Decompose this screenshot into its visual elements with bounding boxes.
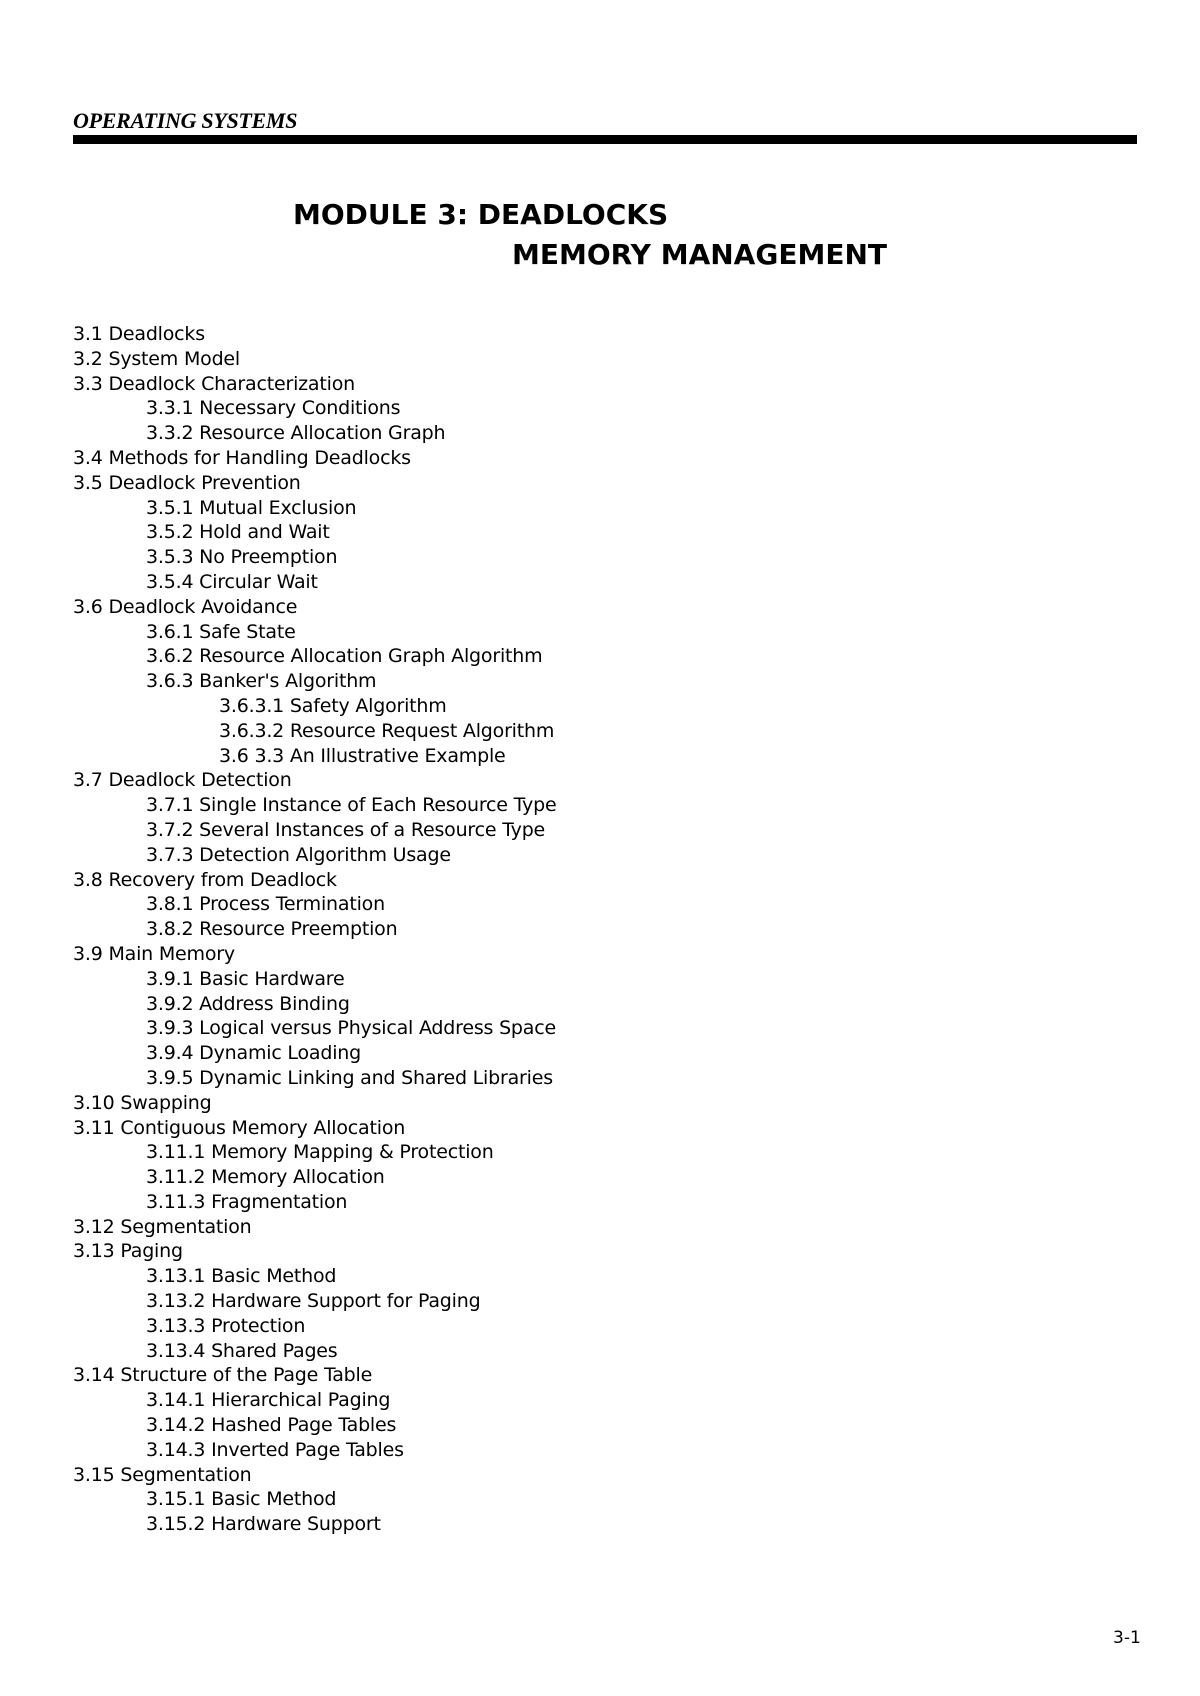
toc-entry: 3.7.3 Detection Algorithm Usage [146, 843, 451, 866]
module-title-line2: MEMORY MANAGEMENT [512, 238, 887, 271]
toc-entry: 3.14 Structure of the Page Table [73, 1364, 373, 1387]
toc-entry: 3.3.1 Necessary Conditions [146, 397, 401, 420]
toc-entry: 3.7.1 Single Instance of Each Resource Type [146, 794, 557, 817]
toc-entry: 3.1 Deadlocks [73, 323, 205, 345]
toc-entry: 3.5.3 No Preemption [146, 546, 338, 569]
header-title: OPERATING SYSTEMS [73, 108, 298, 133]
toc-entry: 3.4 Methods for Handling Deadlocks [73, 446, 411, 469]
toc-entry: 3.3.2 Resource Allocation Graph [146, 422, 446, 445]
toc-entry: 3.6.3 Banker's Algorithm [146, 670, 377, 693]
toc-entry: 3.11.3 Fragmentation [146, 1190, 348, 1213]
toc-entry: 3.15.1 Basic Method [146, 1488, 337, 1511]
toc-entry: 3.5.2 Hold and Wait [146, 521, 330, 544]
toc-entry: 3.5.1 Mutual Exclusion [146, 496, 357, 519]
toc-entry: 3.2 System Model [73, 347, 240, 370]
toc-entry: 3.15 Segmentation [73, 1463, 252, 1486]
toc-entry: 3.7.2 Several Instances of a Resource Type [146, 818, 546, 841]
toc-entry: 3.15.2 Hardware Support [146, 1513, 381, 1536]
toc-entry: 3.13.1 Basic Method [146, 1265, 337, 1288]
toc-entry: 3.6.1 Safe State [146, 620, 296, 643]
toc-entry: 3.9.1 Basic Hardware [146, 967, 345, 990]
toc-entry: 3.9 Main Memory [73, 942, 235, 965]
toc-entry: 3.6.3.2 Resource Request Algorithm [219, 719, 555, 742]
header-rule [73, 135, 1137, 144]
toc-entry: 3.7 Deadlock Detection [73, 769, 292, 792]
toc-entry: 3.12 Segmentation [73, 1215, 252, 1238]
toc-entry: 3.13.2 Hardware Support for Paging [146, 1290, 481, 1313]
toc-entry: 3.8.1 Process Termination [146, 893, 385, 916]
toc-entry: 3.6.2 Resource Allocation Graph Algorithm [146, 645, 543, 668]
toc-entry: 3.8 Recovery from Deadlock [73, 868, 337, 891]
toc-entry: 3.6 Deadlock Avoidance [73, 595, 298, 618]
toc-entry: 3.6 3.3 An Illustrative Example [219, 744, 506, 767]
toc-entry: 3.8.2 Resource Preemption [146, 918, 398, 941]
table-of-contents [73, 322, 1133, 1537]
toc-entry: 3.9.4 Dynamic Loading [146, 1042, 361, 1065]
toc-entry: 3.9.3 Logical versus Physical Address Space [146, 1017, 556, 1040]
toc-entry: 3.6.3.1 Safety Algorithm [219, 694, 447, 717]
page-number: 3-1 [1113, 1628, 1141, 1648]
toc-entry: 3.14.1 Hierarchical Paging [146, 1389, 391, 1412]
module-title-line1: MODULE 3: DEADLOCKS [293, 198, 669, 231]
toc-entry: 3.3 Deadlock Characterization [73, 372, 355, 395]
toc-entry: 3.13.4 Shared Pages [146, 1339, 338, 1362]
toc-entry: 3.11.1 Memory Mapping & Protection [146, 1141, 494, 1164]
toc-entry: 3.11 Contiguous Memory Allocation [73, 1116, 406, 1139]
toc-entry: 3.10 Swapping [73, 1091, 212, 1114]
toc-entry: 3.14.3 Inverted Page Tables [146, 1438, 404, 1461]
toc-entry: 3.9.5 Dynamic Linking and Shared Libraries [146, 1066, 553, 1089]
toc-entry: 3.14.2 Hashed Page Tables [146, 1414, 397, 1437]
toc-entry: 3.9.2 Address Binding [146, 992, 350, 1015]
toc-entry: 3.13 Paging [73, 1240, 183, 1263]
toc-entry: 3.5 Deadlock Prevention [73, 471, 301, 494]
toc-entry: 3.13.3 Protection [146, 1314, 306, 1337]
toc-entry: 3.5.4 Circular Wait [146, 570, 318, 593]
toc-entry: 3.11.2 Memory Allocation [146, 1166, 385, 1189]
